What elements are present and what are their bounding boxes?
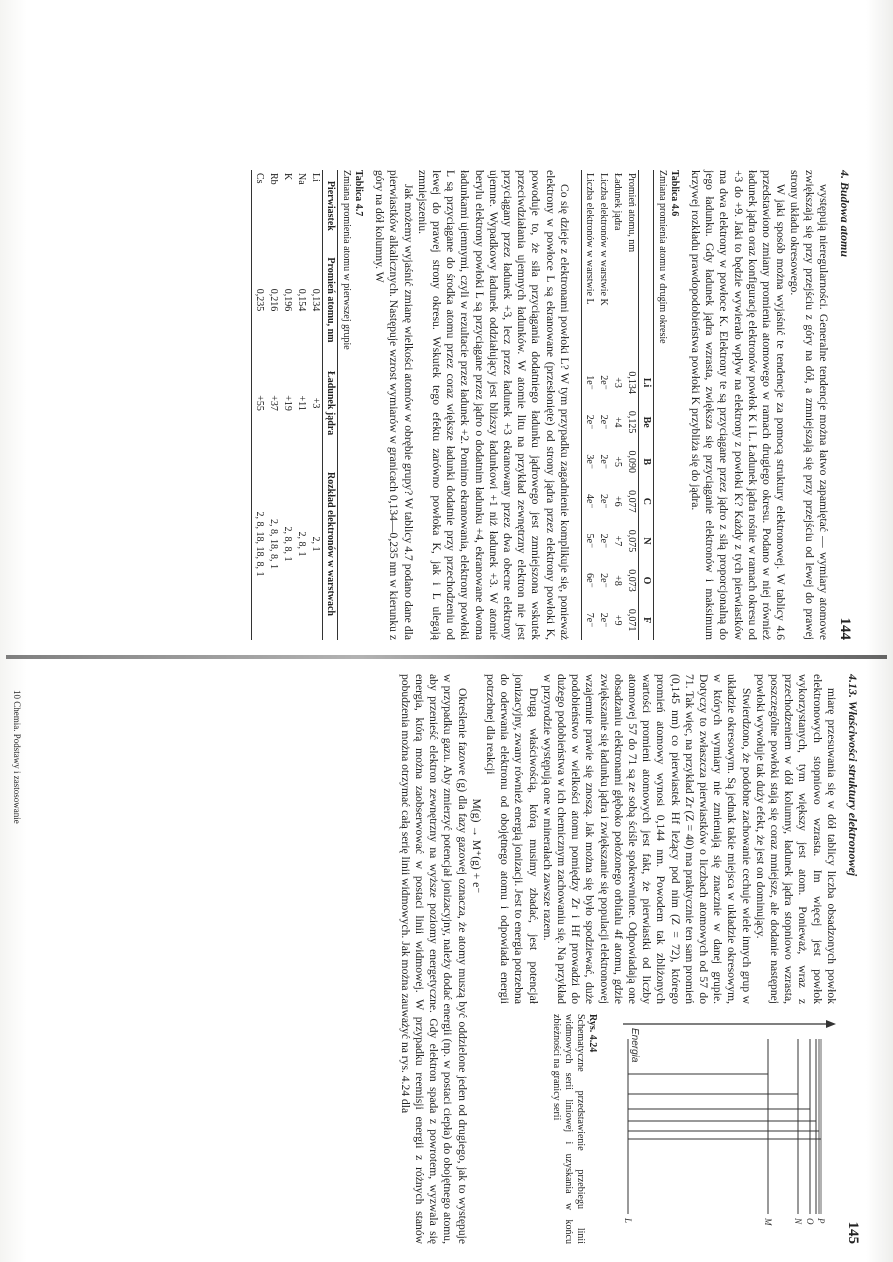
table-header-cell: Ładunek jądra <box>324 371 336 436</box>
table-cell: 0,196 <box>281 288 293 312</box>
table-cell: 0,077 <box>625 490 637 513</box>
energy-axis-arrow <box>826 1020 836 1028</box>
table-cell: 2e⁻ <box>597 414 609 430</box>
level-label: L <box>622 1218 633 1224</box>
table46-subtitle: Zmiana promienia atomu w drugim okresie <box>656 170 668 344</box>
table-cell: 0,125 <box>625 410 637 434</box>
table-cell: 0,134 <box>625 371 637 394</box>
right-paragraph: miarę przesuwania się w dół tablicy liczba obsadzonych powłok elektronowych stopniowo wzrasta. Im więcej jest powłok wykorzystanych, tym większy jest atom. Ponieważ, wraz z przechodzeniem w dół kolumny, ładunek jądra stopniowo wzrasta, poszczególne powłoki stają się coraz mniejsze, ale dodanie następnej powłoki wywołuje tak duży efekt, że jest on dominujący. <box>753 674 838 1004</box>
table-cell: 2e⁻ <box>597 612 609 628</box>
page-spread-divider <box>6 655 887 659</box>
left-header-title: 4. Budowa atomu <box>838 170 852 258</box>
table47-caption <box>340 170 364 640</box>
table-row <box>596 170 610 640</box>
table-cell: 0,134 <box>309 288 321 312</box>
left-paragraph: występują nieregularności. Generalne tendencje można łatwo zapamiętać — wymiary atomowe zwiększają się przy przejściu z góry na dół, a zmniejszają się przy przejściu od lewej do prawej strony układu okresowego. <box>788 170 830 640</box>
table-cell: 0,216 <box>267 288 279 312</box>
table47 <box>251 170 338 640</box>
table-header-row <box>638 170 653 640</box>
table-header-cell: Pierwiastek <box>324 180 336 231</box>
table-cell: +4 <box>611 416 623 428</box>
table-cell: +19 <box>281 395 293 411</box>
right-running-header <box>846 674 860 1244</box>
table-header-cell: Be <box>640 416 652 428</box>
energy-level-diagram <box>608 1014 838 1234</box>
table-cell: 2e⁻ <box>597 533 609 549</box>
right-paragraph: Drugą właściwością, którą musimy zbadać, jest potencjał jonizacyjny, zwany również energią jonizacji. Jest to energia potrzebna do oderwania elektronu od obojętnego atomu i odpowiada energii potrzebnej dla reakcji <box>483 674 540 1004</box>
table-cell: K <box>281 173 293 181</box>
table-cell: +37 <box>267 395 279 411</box>
left-paragraph: W jaki sposób można wyjaśnić te tendencje za pomocą struktury elektronowej. W tablicy 4.6 przedstawiono zmiany promienia atomowego w ramach drugiego okresu. Podano w niej również ładunek jądra oraz konfigurację elektronów powłok K i L. Ładunek jądra rośnie w ramach okresu od +3 do +9. Jaki to będzie wywierało wpływ na elektrony z powłoki K? Każdy z tych pierwiastków ma dwa elektrony w powłoce K. Elektrony te są przyciągane przez jądro z siłą proporcjonalną do jego ładunku. Gdy ładunek jądra wzrasta, zwiększa się przyciąganie elektronów i maksimum krzywej rozkładu prawdopodobieństwa powłoki K przybliża się do jądra. <box>688 170 788 640</box>
table-cell: 0,075 <box>625 529 637 553</box>
table-cell: Rb <box>267 173 279 185</box>
level-label: P <box>815 1218 826 1224</box>
figure-caption-text: Schematyczne przedstawienie przebiegu linii widmowych serii liniowej i uzyskania w końcu zbieżności na granicy serii <box>550 1014 586 1244</box>
table-header-row <box>322 170 337 640</box>
ionization-formula: M(g) → M⁺(g) + e⁻ <box>469 798 483 894</box>
left-running-header <box>838 170 852 640</box>
table-header-cell <box>638 170 653 363</box>
table-header-cell: B <box>640 458 652 466</box>
figure-424 <box>469 1014 838 1244</box>
table-cell: 0,154 <box>295 288 307 312</box>
table-header-cell: F <box>640 617 652 624</box>
level-label: N <box>792 1218 803 1225</box>
table-header-cell: Li <box>640 377 652 388</box>
table-cell: 0,090 <box>625 450 637 473</box>
table-cell: 2e⁻ <box>597 375 609 390</box>
figure-caption <box>550 1014 598 1244</box>
table-header-cell: Rozkład elektronów w warstwach <box>324 472 336 616</box>
table-cell: 1e⁻ <box>583 375 595 390</box>
table47-subtitle: Zmiana promienia atomu w pierwszej grupie <box>340 170 352 350</box>
table-row <box>624 170 639 640</box>
table46-caption <box>656 170 680 640</box>
table-cell: +8 <box>611 575 623 586</box>
left-page-number: 144 <box>837 617 853 640</box>
table-cell: Cs <box>253 173 265 184</box>
table-header-cell: N <box>640 537 652 545</box>
table-row <box>581 170 596 640</box>
right-text-column <box>469 674 838 1004</box>
table46 <box>581 170 654 640</box>
table-header-cell: Promień atomu, nm <box>324 257 336 343</box>
left-page-content <box>202 170 852 640</box>
table-cell: +11 <box>295 395 307 411</box>
right-page <box>0 662 893 1262</box>
level-label: M <box>762 1218 773 1226</box>
table-cell: 2, 8, 1 <box>295 531 307 557</box>
table-row <box>294 170 308 640</box>
table-cell: 2e⁻ <box>583 414 595 430</box>
table-cell: 2e⁻ <box>597 493 609 509</box>
level-label: O <box>804 1218 815 1225</box>
table-cell: 2, 8, 8, 1 <box>281 526 293 562</box>
table-cell: Promień atomu, nm <box>625 173 637 253</box>
right-paragraph: Określenie fazowe (g) dla fazy gazowej oznacza, że atomy muszą być oddzielone jeden od drugiego, jak to występuje w przypadku gazu. Aby zmierzyć potencjał jonizacyjny, należy dodać energii (np. w postaci ciepła) do obojętnego atomu, aby przenieść elektron zewnętrzny na wyższe poziomy energetyczne. Gdy elektron spada z powrotem, wyzwala się energia, którą można zaobserwować w postaci linii widmowej. W przypadku reemisji energii z różnych stanów pobudzenia można otrzymać całą serię linii widmowych. Jak można zauważyć na rys. 4.24 dla <box>398 674 469 1244</box>
table-cell: 2, 8, 18, 18, 8, 1 <box>253 511 265 577</box>
table-row <box>251 170 266 640</box>
table-cell: 3e⁻ <box>583 454 595 470</box>
left-paragraph: Jak możemy wyjaśnić zmianę wielkości atomów w obrębie grupy? W tablicy 4.7 podano dane dla pierwiastków alkalicznych. Następuje wzrost wymiarów w granicach 0,134—0,235 nm w kierunku z góry na dół kolumny. W <box>373 170 415 640</box>
footer-note: 10 Chemia. Podstawy i zastosowanie <box>12 690 22 824</box>
table46-title: Tablica 4.6 <box>668 170 680 217</box>
table-cell: 0,235 <box>253 288 265 312</box>
table-cell: +55 <box>253 395 265 411</box>
right-paragraph: Stwierdzono, że podobne zachowanie cechuje wiele innych grup w układzie okresowym. Są jednak takie miejsca w układzie okresowym, w których wymiary nie zmieniają się znacznie w danej grupie. Dotyczy to zwłaszcza pierwiastków o liczbach atomowych od 57 do 71. Tak więc, na przykład Zr (Z = 40) ma praktycznie ten sam promień (0,145 nm) co pierwiastek Hf leżący pod nim (Z = 72), którego promień atomowy wynosi 0,144 nm. Powodem tak zbliżonych wartości promieni atomowych jest fakt, że pierwiastki od liczby atomowej 57 do 71 są ze sobą ściśle spokrewnione. Odpowiadają one obsadzaniu elektronami głęboko położonego orbitalu 4f atomu, gdzie zwiększanie się ładunku jądra i zwiększanie się populacji elektronowej wzajemnie prawie się znoszą. Jak można się było spodziewać, duże podobieństwo w wielkości atomu pomiędzy Zr i Hf prowadzi do dużego podobieństwa w ich chemicznym zachowaniu się. Na przykład w przyrodzie występują one w minerałach zawsze razem. <box>540 674 753 1004</box>
table-header-cell: C <box>640 497 652 505</box>
table-cell: 0,073 <box>625 569 637 592</box>
table-cell: 0,071 <box>625 608 637 632</box>
table-cell: +9 <box>611 614 623 626</box>
table-cell: +5 <box>611 456 623 468</box>
table-row <box>610 170 624 640</box>
right-top-row <box>469 674 838 1244</box>
table-cell: +7 <box>611 535 623 547</box>
table-row <box>266 170 280 640</box>
table-cell: +3 <box>309 397 321 409</box>
table-cell: Li <box>309 173 321 182</box>
table-cell: 2, 8, 18, 8, 1 <box>267 519 279 570</box>
table-cell: 5e⁻ <box>583 533 595 549</box>
table-row <box>280 170 294 640</box>
table-cell: Liczba elektronów w warstwie L <box>583 173 595 305</box>
table-cell: 2e⁻ <box>597 573 609 588</box>
left-paragraph: Co się dzieje z elektronami powłoki L? W tym przypadku zagadnienie komplikuje się, ponieważ elektrony w powłoce L są ekranowane (przesłonięte) od strony jądra przez elektrony powłoki K, powoduje to, że siła przyciągania dodatniego ładunku jądrowego jest zmniejszona wskutek przeciwdziałania ujemnych ładunków. W atomie litu na przykład zewnętrzny elektron nie jest przyciągany przez ładunek +3, lecz przez ładunek +3 ekranowany przez dwa obecne elektrony ujemne. Wypadkowy ładunek oddziałujący jest bliższy ładunkowi +1 niż ładunek +3. W atomie berylu elektrony powłoki L są przyciągane przez jądro o dodatnim ładunku +4, ekranowane dwoma ładunkami ujemnymi, czyli w rezultacie przez ładunek +2. Pomimo ekranowania, elektrony powłoki L są przyciągane do środka atomu przez coraz większe ładunki dodatnie przy przechodzeniu od lewej do prawej strony okresu. Wskutek tego efektu zarówno powłoka K, jak i L ulegają zmniejszeniu. <box>415 170 571 640</box>
table-row <box>308 170 323 640</box>
table-cell: +6 <box>611 496 623 507</box>
table-header-cell: O <box>640 576 652 585</box>
right-page-content <box>300 674 860 1244</box>
right-header-title: 4.13. Właściwości struktury elektronowej <box>846 674 860 877</box>
table-cell: Liczba elektronów w warstwie K <box>597 173 609 306</box>
table-cell: 4e⁻ <box>583 493 595 509</box>
table47-title: Tablica 4.7 <box>352 170 364 217</box>
table-cell: Ładunek jądra <box>611 173 623 231</box>
table-cell: 6e⁻ <box>583 573 595 588</box>
figure-title: Rys. 4.24 <box>586 1014 598 1053</box>
table-cell: +3 <box>611 377 623 388</box>
table-cell: 2, 1 <box>309 536 321 552</box>
table-cell: Na <box>295 173 307 185</box>
table-cell: 2e⁻ <box>597 454 609 470</box>
energy-axis-label: Energia <box>628 1028 640 1063</box>
table-cell: 7e⁻ <box>583 612 595 628</box>
right-page-number: 145 <box>845 1221 861 1244</box>
